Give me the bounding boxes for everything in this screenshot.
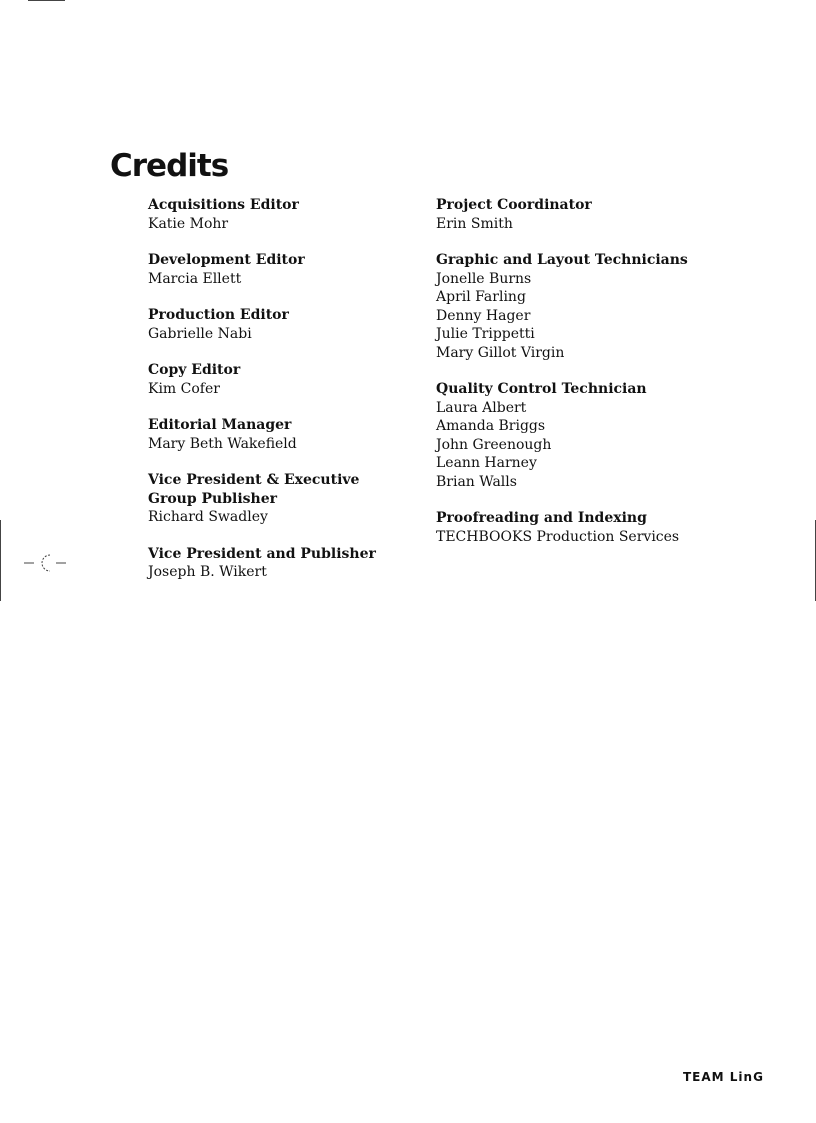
crop-mark-left (0, 520, 1, 601)
credit-entry (148, 471, 398, 527)
credit-name: Julie Trippetti (436, 326, 535, 342)
credit-role: Vice President & Executive Group Publisher (148, 472, 360, 507)
credit-name: Denny Hager (436, 307, 531, 324)
registration-mark-icon (24, 548, 66, 578)
page-title: Credits (110, 148, 229, 184)
credit-entry (148, 416, 398, 453)
credit-entry (148, 545, 398, 582)
credit-name: TECHBOOKS Production Services (436, 528, 680, 545)
credit-name: Kim Cofer (148, 380, 220, 397)
credit-role: Editorial Manager (148, 417, 292, 433)
credit-entry (148, 306, 398, 343)
credit-name: Erin Smith (436, 215, 513, 232)
credit-name: Leann Harney (436, 455, 537, 471)
credit-role: Production Editor (148, 307, 289, 323)
credit-name: Mary Gillot Virgin (436, 344, 565, 361)
credit-role: Graphic and Layout Technicians (436, 252, 688, 268)
credit-role: Development Editor (148, 252, 305, 268)
credit-entry (436, 380, 736, 491)
credit-role: Acquisitions Editor (148, 197, 299, 213)
credit-name: Jonelle Burns (436, 270, 532, 287)
credit-name: Richard Swadley (148, 509, 268, 525)
credit-role: Copy Editor (148, 362, 241, 378)
credit-name: April Farling (436, 289, 526, 305)
credit-name: Gabrielle Nabi (148, 325, 252, 342)
credit-name: Laura Albert (436, 399, 527, 416)
credits-column-left (148, 196, 398, 600)
credit-entry (436, 251, 736, 362)
credit-name: Marcia Ellett (148, 270, 242, 287)
credit-entry (148, 361, 398, 398)
credits-column-right (436, 196, 736, 564)
credit-name: Mary Beth Wakefield (148, 435, 297, 452)
credit-role: Proofreading and Indexing (436, 510, 647, 526)
crop-mark-top (28, 0, 65, 1)
footer-watermark: TEAM LinG (683, 1070, 764, 1084)
credit-name: Joseph B. Wikert (148, 564, 267, 580)
credit-entry (148, 251, 398, 288)
credit-name: John Greenough (436, 436, 552, 453)
credit-role: Project Coordinator (436, 197, 592, 213)
credit-entry (436, 509, 736, 546)
credit-role: Quality Control Technician (436, 381, 647, 397)
credit-entry (436, 196, 736, 233)
credit-role: Vice President and Publisher (148, 545, 376, 562)
credit-name: Brian Walls (436, 473, 517, 490)
credit-entry (148, 196, 398, 233)
credit-name: Amanda Briggs (436, 418, 546, 434)
credit-name: Katie Mohr (148, 215, 229, 232)
